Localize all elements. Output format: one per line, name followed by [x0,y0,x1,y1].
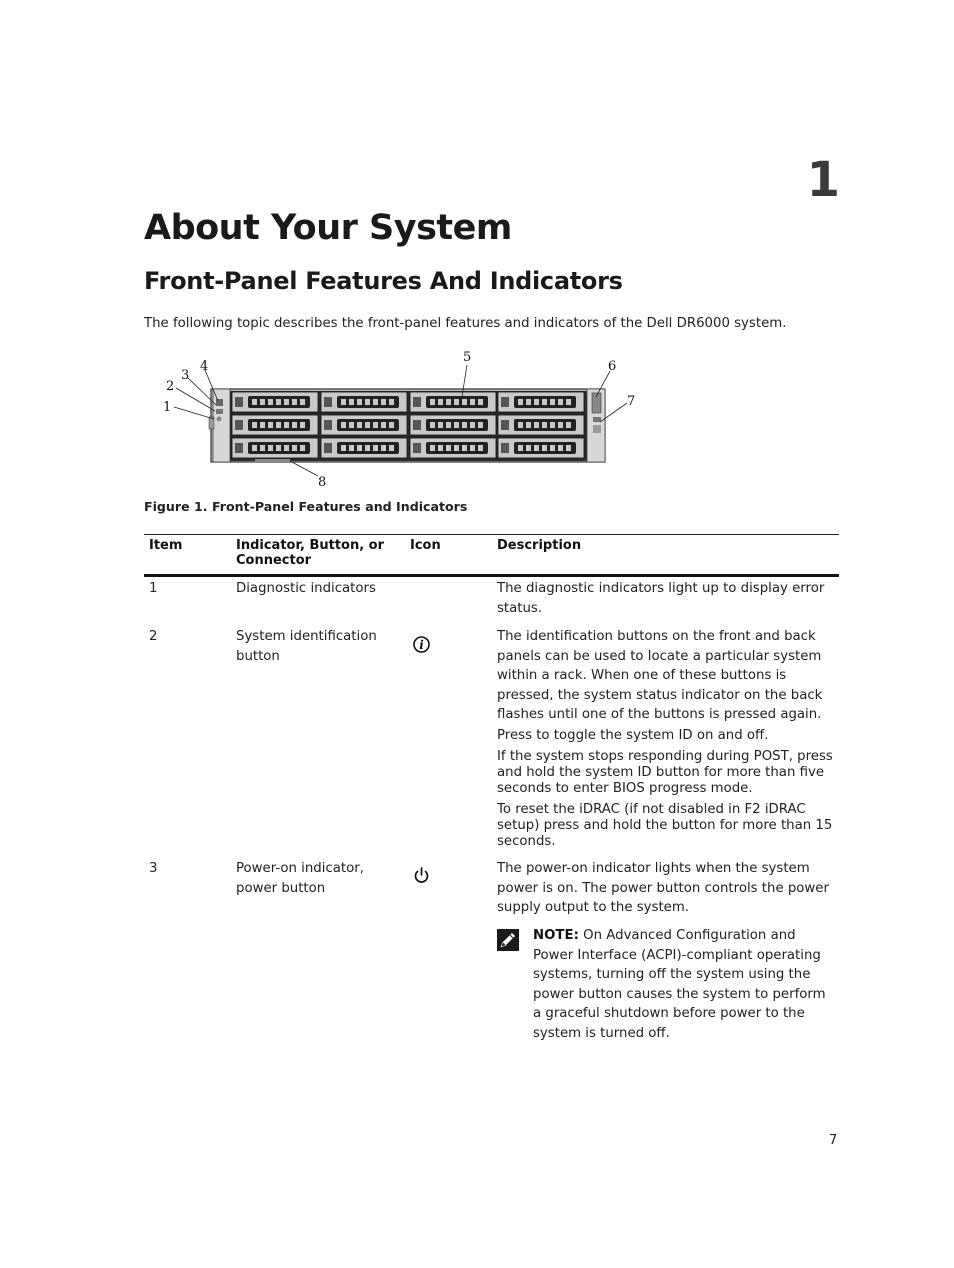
system-id-icon [412,635,431,654]
row-2-item: 2 [149,629,158,644]
row-1-description: The diagnostic indicators light up to display error status. [497,581,825,616]
table-top-rule [144,534,839,535]
row-2-description-1: The identification buttons on the front and back panels can be used to locate a particular system within a rack. When one of these buttons is pressed, the system status indicator on the back flashes until one of the buttons is pressed again. [497,629,823,722]
row-3-indicator: Power-on indicator, power button [236,861,364,896]
header-item: Item [149,538,183,553]
table-header-rule [144,574,839,577]
header-icon: Icon [410,538,441,553]
row-3-item: 3 [149,861,158,876]
row-2-description-4: To reset the iDRAC (if not disabled in F2 iDRAC setup) press and hold the button for more than 15 seconds. [497,802,833,849]
power-icon [412,866,431,885]
callout-2: 2 [166,379,175,394]
header-description: Description [497,538,582,553]
front-panel-figure [150,345,650,490]
note-block [533,926,837,1043]
row-2-description-3: If the system stops responding during POST, press and hold the system ID button for more than five seconds to enter BIOS progress mode. [497,749,833,796]
page-number: 7 [829,1133,838,1148]
figure-caption: Figure 1. Front-Panel Features and Indicators [144,499,468,514]
row-2-indicator: System identification button [236,629,377,664]
callout-6: 6 [608,359,617,374]
callout-8: 8 [318,475,327,490]
note-label: NOTE: [533,928,579,943]
row-1-item: 1 [149,581,158,596]
callout-4: 4 [200,359,209,374]
intro-paragraph: The following topic describes the front-panel features and indicators of the Dell DR6000 system. [144,316,787,331]
header-indicator: Indicator, Button, or Connector [236,538,385,568]
section-title: Front-Panel Features And Indicators [144,267,623,295]
callout-7: 7 [627,394,636,409]
page-title: About Your System [144,208,512,248]
note-text: On Advanced Configuration and Power Interface (ACPI)-compliant operating systems, turning off the system using the power button causes the system to perform a graceful shutdown before power to the system is turned off. [533,928,826,1041]
callout-1: 1 [163,400,172,415]
svg-text:i: i [419,638,424,652]
note-pencil-icon [497,929,519,951]
row-2-description-2: Press to toggle the system ID on and off. [497,728,769,743]
callout-5: 5 [463,350,472,365]
row-1-indicator: Diagnostic indicators [236,581,376,596]
chapter-number: 1 [806,152,840,208]
row-3-description: The power-on indicator lights when the system power is on. The power button controls the power supply output to the system. [497,861,829,915]
callout-3: 3 [181,368,190,383]
